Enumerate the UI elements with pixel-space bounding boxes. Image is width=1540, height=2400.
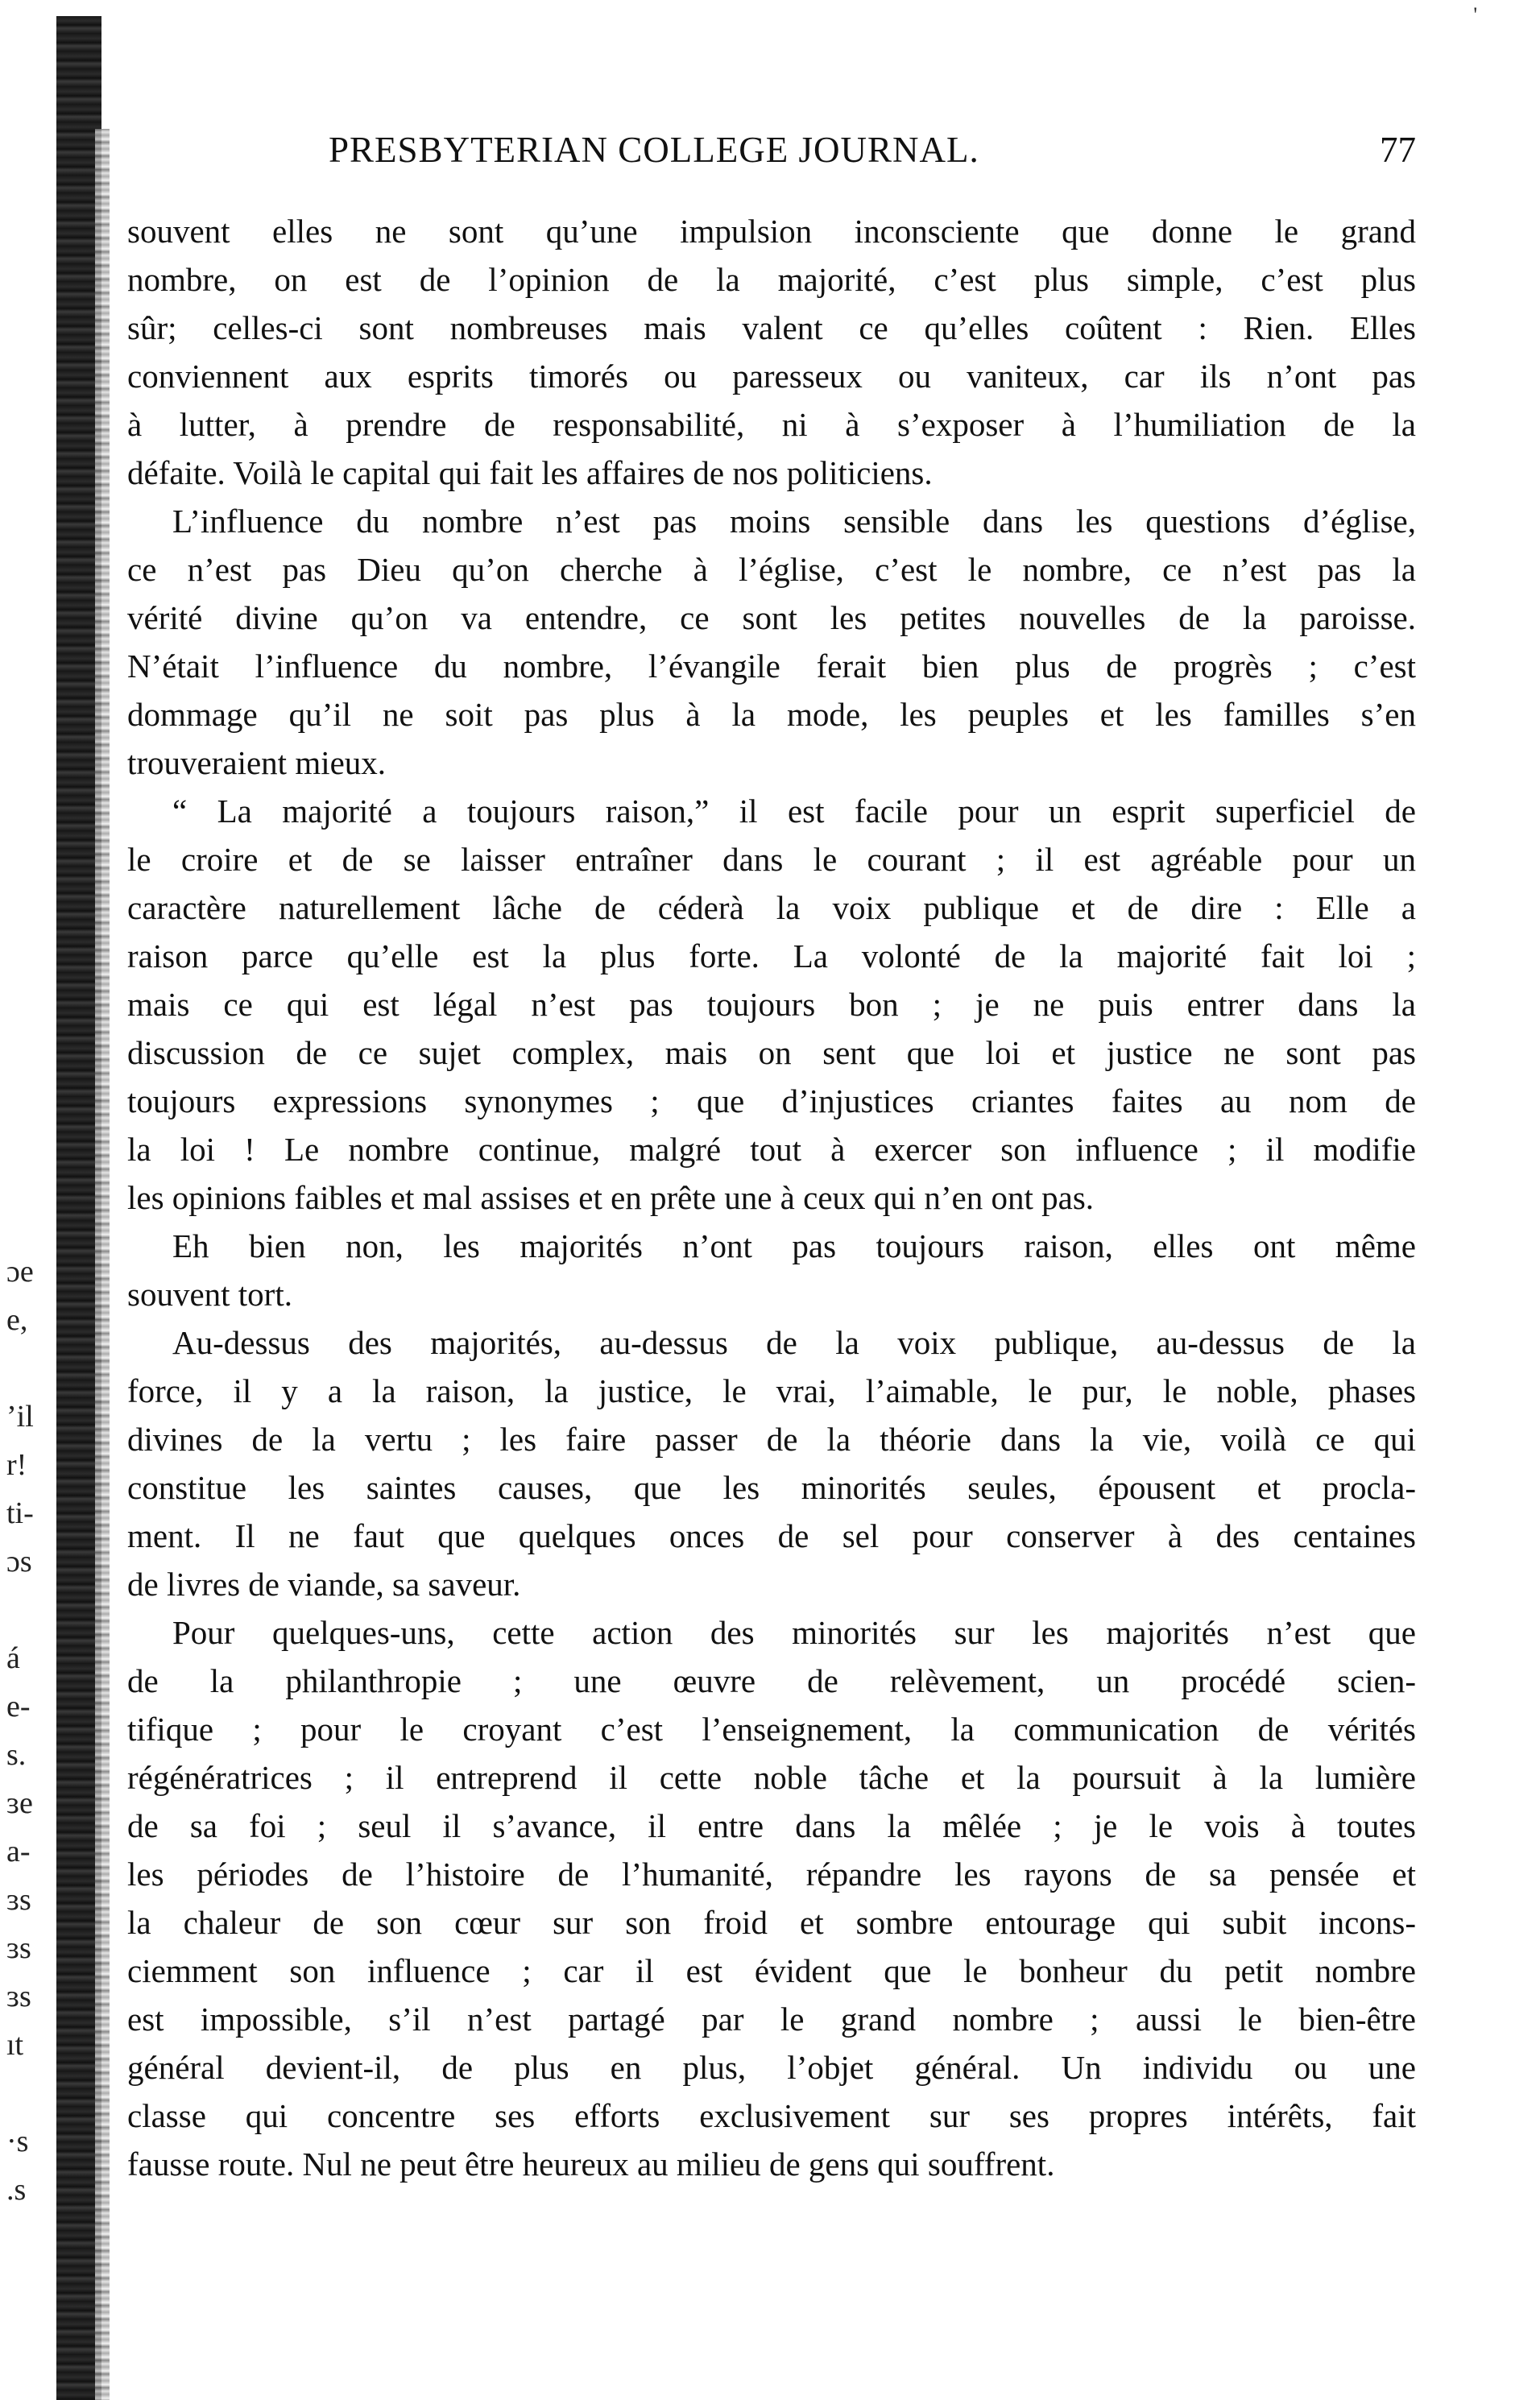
corner-mark: '	[1473, 3, 1477, 27]
text-line: de la philanthropie ; une œuvre de relèvement, un procédé scien-	[127, 1662, 1416, 1699]
text-line: défaite. Voilà le capital qui fait les affaires de nos politiciens.	[127, 454, 933, 491]
text-line: discussion de ce sujet complex, mais on sent que loi et justice ne sont pas	[127, 1034, 1416, 1071]
text-line: toujours expressions synonymes ; que d’injustices criantes faites au nom de	[127, 1082, 1416, 1119]
text-line: sûr; celles-ci sont nombreuses mais valent ce qu’elles coûtent : Rien. Elles	[127, 309, 1416, 346]
text-line: ciemment son influence ; car il est évident que le bonheur du petit nombre	[127, 1952, 1416, 1989]
facing-page-bleed	[0, 1256, 53, 2207]
journal-title: PRESBYTERIAN COLLEGE JOURNAL.	[329, 130, 979, 170]
text-line: fausse route. Nul ne peut être heureux au milieu de gens qui souffrent.	[127, 2146, 1055, 2183]
bleed-fragment: ɜs	[6, 1980, 31, 2013]
bleed-fragment: .s	[6, 2173, 27, 2207]
bleed-fragment: e-	[6, 1690, 31, 1723]
bleed-fragment: ti-	[6, 1496, 34, 1530]
text-line: nombre, on est de l’opinion de la majorité, c’est plus simple, c’est plus	[127, 261, 1416, 298]
text-line: raison parce qu’elle est la plus forte. La volonté de la majorité fait loi ;	[127, 937, 1416, 974]
text-line: général devient-il, de plus en plus, l’objet général. Un individu ou une	[127, 2049, 1416, 2086]
text-line: la loi ! Le nombre continue, malgré tout à exercer son influence ; il modifie	[127, 1131, 1416, 1168]
text-line: L’influence du nombre n’est pas moins sensible dans les questions d’église,	[172, 503, 1416, 540]
text-line: tifique ; pour le croyant c’est l’enseignement, la communication de vérités	[127, 1711, 1416, 1748]
bleed-fragment: á	[6, 1641, 20, 1675]
bleed-fragment: ɜs	[6, 1931, 31, 1965]
binding-edge	[95, 129, 110, 2400]
text-line: caractère naturellement lâche de céderà la voix publique et de dire : Elle a	[127, 889, 1416, 926]
text-line: ce n’est pas Dieu qu’on cherche à l’église, c’est le nombre, ce n’est pas la	[127, 551, 1416, 588]
text-line: trouveraient mieux.	[127, 744, 387, 781]
text-line: de livres de viande, sa saveur.	[127, 1566, 521, 1603]
bleed-fragment: ɔs	[6, 1545, 32, 1579]
text-line: vérité divine qu’on va entendre, ce sont les petites nouvelles de la paroisse.	[127, 599, 1416, 636]
text-line: conviennent aux esprits timorés ou paresseux ou vaniteux, car ils n’ont pas	[127, 358, 1416, 395]
bleed-fragment: ɔe	[6, 1255, 34, 1289]
text-line: de sa foi ; seul il s’avance, il entre dans la mêlée ; je le vois à toutes	[127, 1807, 1416, 1844]
text-line: Eh bien non, les majorités n’ont pas toujours raison, elles ont même	[172, 1227, 1416, 1264]
text-line: force, il y a la raison, la justice, le vrai, l’aimable, le pur, le noble, phases	[127, 1372, 1416, 1409]
text-line: divines de la vertu ; les faire passer de la théorie dans la vie, voilà ce qui	[127, 1421, 1416, 1458]
text-line: N’était l’influence du nombre, l’évangile ferait bien plus de progrès ; c’est	[127, 648, 1416, 685]
text-line: mais ce qui est légal n’est pas toujours bon ; je ne puis entrer dans la	[127, 986, 1416, 1023]
text-line: dommage qu’il ne soit pas plus à la mode, les peuples et les familles s’en	[127, 696, 1416, 733]
page-number: 77	[1380, 130, 1416, 170]
body-text	[127, 207, 1416, 2188]
bleed-fragment: a-	[6, 1835, 31, 1868]
bleed-fragment: ·s	[6, 2125, 29, 2158]
text-line: la chaleur de son cœur sur son froid et sombre entourage qui subit incons-	[127, 1904, 1416, 1941]
bleed-fragment: ɜe	[6, 1786, 33, 1820]
text-line: constitue les saintes causes, que les minorités seules, épousent et procla-	[127, 1469, 1416, 1506]
text-line: régénératrices ; il entreprend il cette noble tâche et la poursuit à la lumière	[127, 1759, 1416, 1796]
text-line: les opinions faibles et mal assises et en prête une à ceux qui n’en ont pas.	[127, 1179, 1095, 1216]
text-line: les périodes de l’histoire de l’humanité, répandre les rayons de sa pensée et	[127, 1856, 1416, 1893]
bleed-fragment: ’il	[6, 1400, 34, 1434]
bleed-fragment: ıt	[6, 2028, 24, 2062]
text-line: le croire et de se laisser entraîner dans le courant ; il est agréable pour un	[127, 841, 1416, 878]
text-line: est impossible, s’il n’est partagé par le grand nombre ; aussi le bien-être	[127, 2001, 1416, 2038]
text-line: classe qui concentre ses efforts exclusivement sur ses propres intérêts, fait	[127, 2097, 1416, 2134]
text-line: Pour quelques-uns, cette action des minorités sur les majorités n’est que	[172, 1614, 1416, 1651]
text-line: Au-dessus des majorités, au-dessus de la voix publique, au-dessus de la	[172, 1324, 1416, 1361]
text-line: à lutter, à prendre de responsabilité, ni à s’exposer à l’humiliation de la	[127, 406, 1416, 443]
text-line: ment. Il ne faut que quelques onces de sel pour conserver à des centaines	[127, 1517, 1416, 1554]
bleed-fragment: ɜs	[6, 1883, 31, 1917]
text-line: “ La majorité a toujours raison,” il est facile pour un esprit superficiel de	[172, 792, 1416, 830]
text-line: souvent elles ne sont qu’une impulsion inconsciente que donne le grand	[127, 213, 1416, 250]
text-line: souvent tort.	[127, 1276, 292, 1313]
running-header	[127, 129, 1416, 177]
bleed-fragment: s.	[6, 1738, 27, 1772]
bleed-fragment: e,	[6, 1303, 28, 1337]
bleed-fragment: r!	[6, 1448, 27, 1482]
